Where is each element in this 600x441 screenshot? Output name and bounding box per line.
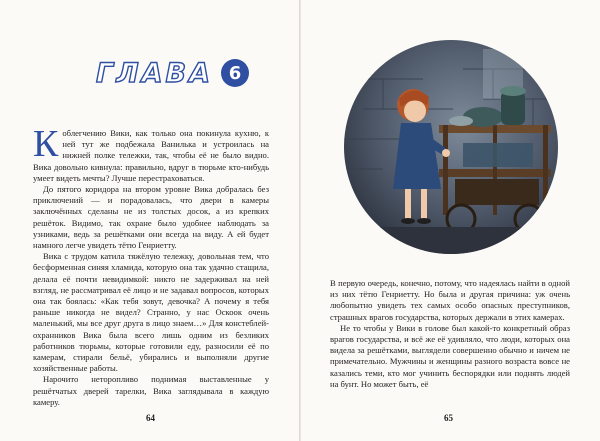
- girl-with-cart-illustration: [343, 39, 559, 255]
- right-page-text: [330, 278, 570, 390]
- drop-cap: К: [33, 123, 59, 165]
- page-number-left: 64: [146, 413, 155, 423]
- chapter-title: ГЛАВА: [96, 57, 214, 89]
- paragraph: Вика с трудом катила тяжёлую тележку, довольная тем, что бесформенная синяя хламида, которую она так удачно стащила, делала её почти невидимкой: никто не задерживал на ней взгляд, не рассматривал её лицо и не задавал вопросов, которых она так боялась: «Как тебя зовут, девочка? А почему я тебя раньше никогда не видел? Странно, у нас Оскоок очень маленький, мы все друг друга в лицо знаем…» Для констеблей-охранников Вика была всего лишь одним из безликих работников тюрьмы, которые готовили еду, разносили её по камерам, стирали бельё, убирались и выполняли другие хозяйственные работы.: [33, 251, 269, 374]
- paragraph: В первую очередь, конечно, потому, что надеялась найти в одной из них тётю Генриетту. Но была и другая причина: уж очень любопытно увидеть тех самых особо опасных преступников, страшных врагов государства, которых держали в этих камерах.: [330, 278, 570, 322]
- paragraph: Не то чтобы у Вики в голове был какой-то конкретный образ врагов государства, и всё же её удивляло, что люди, которых она видела за решётками, выглядели совершенно обычно и ничем не примечательно. Мужчины и женщины разного возраста вовсе не казались теми, кто мог учинить беспорядки или поднять людей на бунт. Но может быть, её: [330, 322, 570, 389]
- left-page-text: [33, 123, 269, 408]
- paragraph: Нарочито неторопливо поднимая выставленные у решётчатых дверей тарелки, Вика заглядывала в каждую камеру.: [33, 374, 269, 407]
- paragraph: Коблегчению Вики, как только она покинула кухню, к ней тут же подбежала Ванилька и устроилась на нижней полке тележки, так, чтобы её не было видно. Вика довольно кивнула: правильно, вдруг в тюрьме кто-нибудь умеет видеть мечты? Лучше перестраховаться.: [33, 123, 269, 183]
- chapter-number-badge: 6: [221, 59, 249, 87]
- page-number-right: 65: [444, 413, 453, 423]
- chapter-heading: [96, 56, 249, 90]
- paragraph: До пятого коридора на втором уровне Вика добралась без приключений — и порадовалась, что двери в камеры заключённых сделаны не из толстых досок, а из крепких решёток. Видимо, так охране было удобнее наблюдать за узниками, ведь за решётками они всегда на виду. А ей будет намного легче увидеть тётю Генриетту.: [33, 184, 269, 251]
